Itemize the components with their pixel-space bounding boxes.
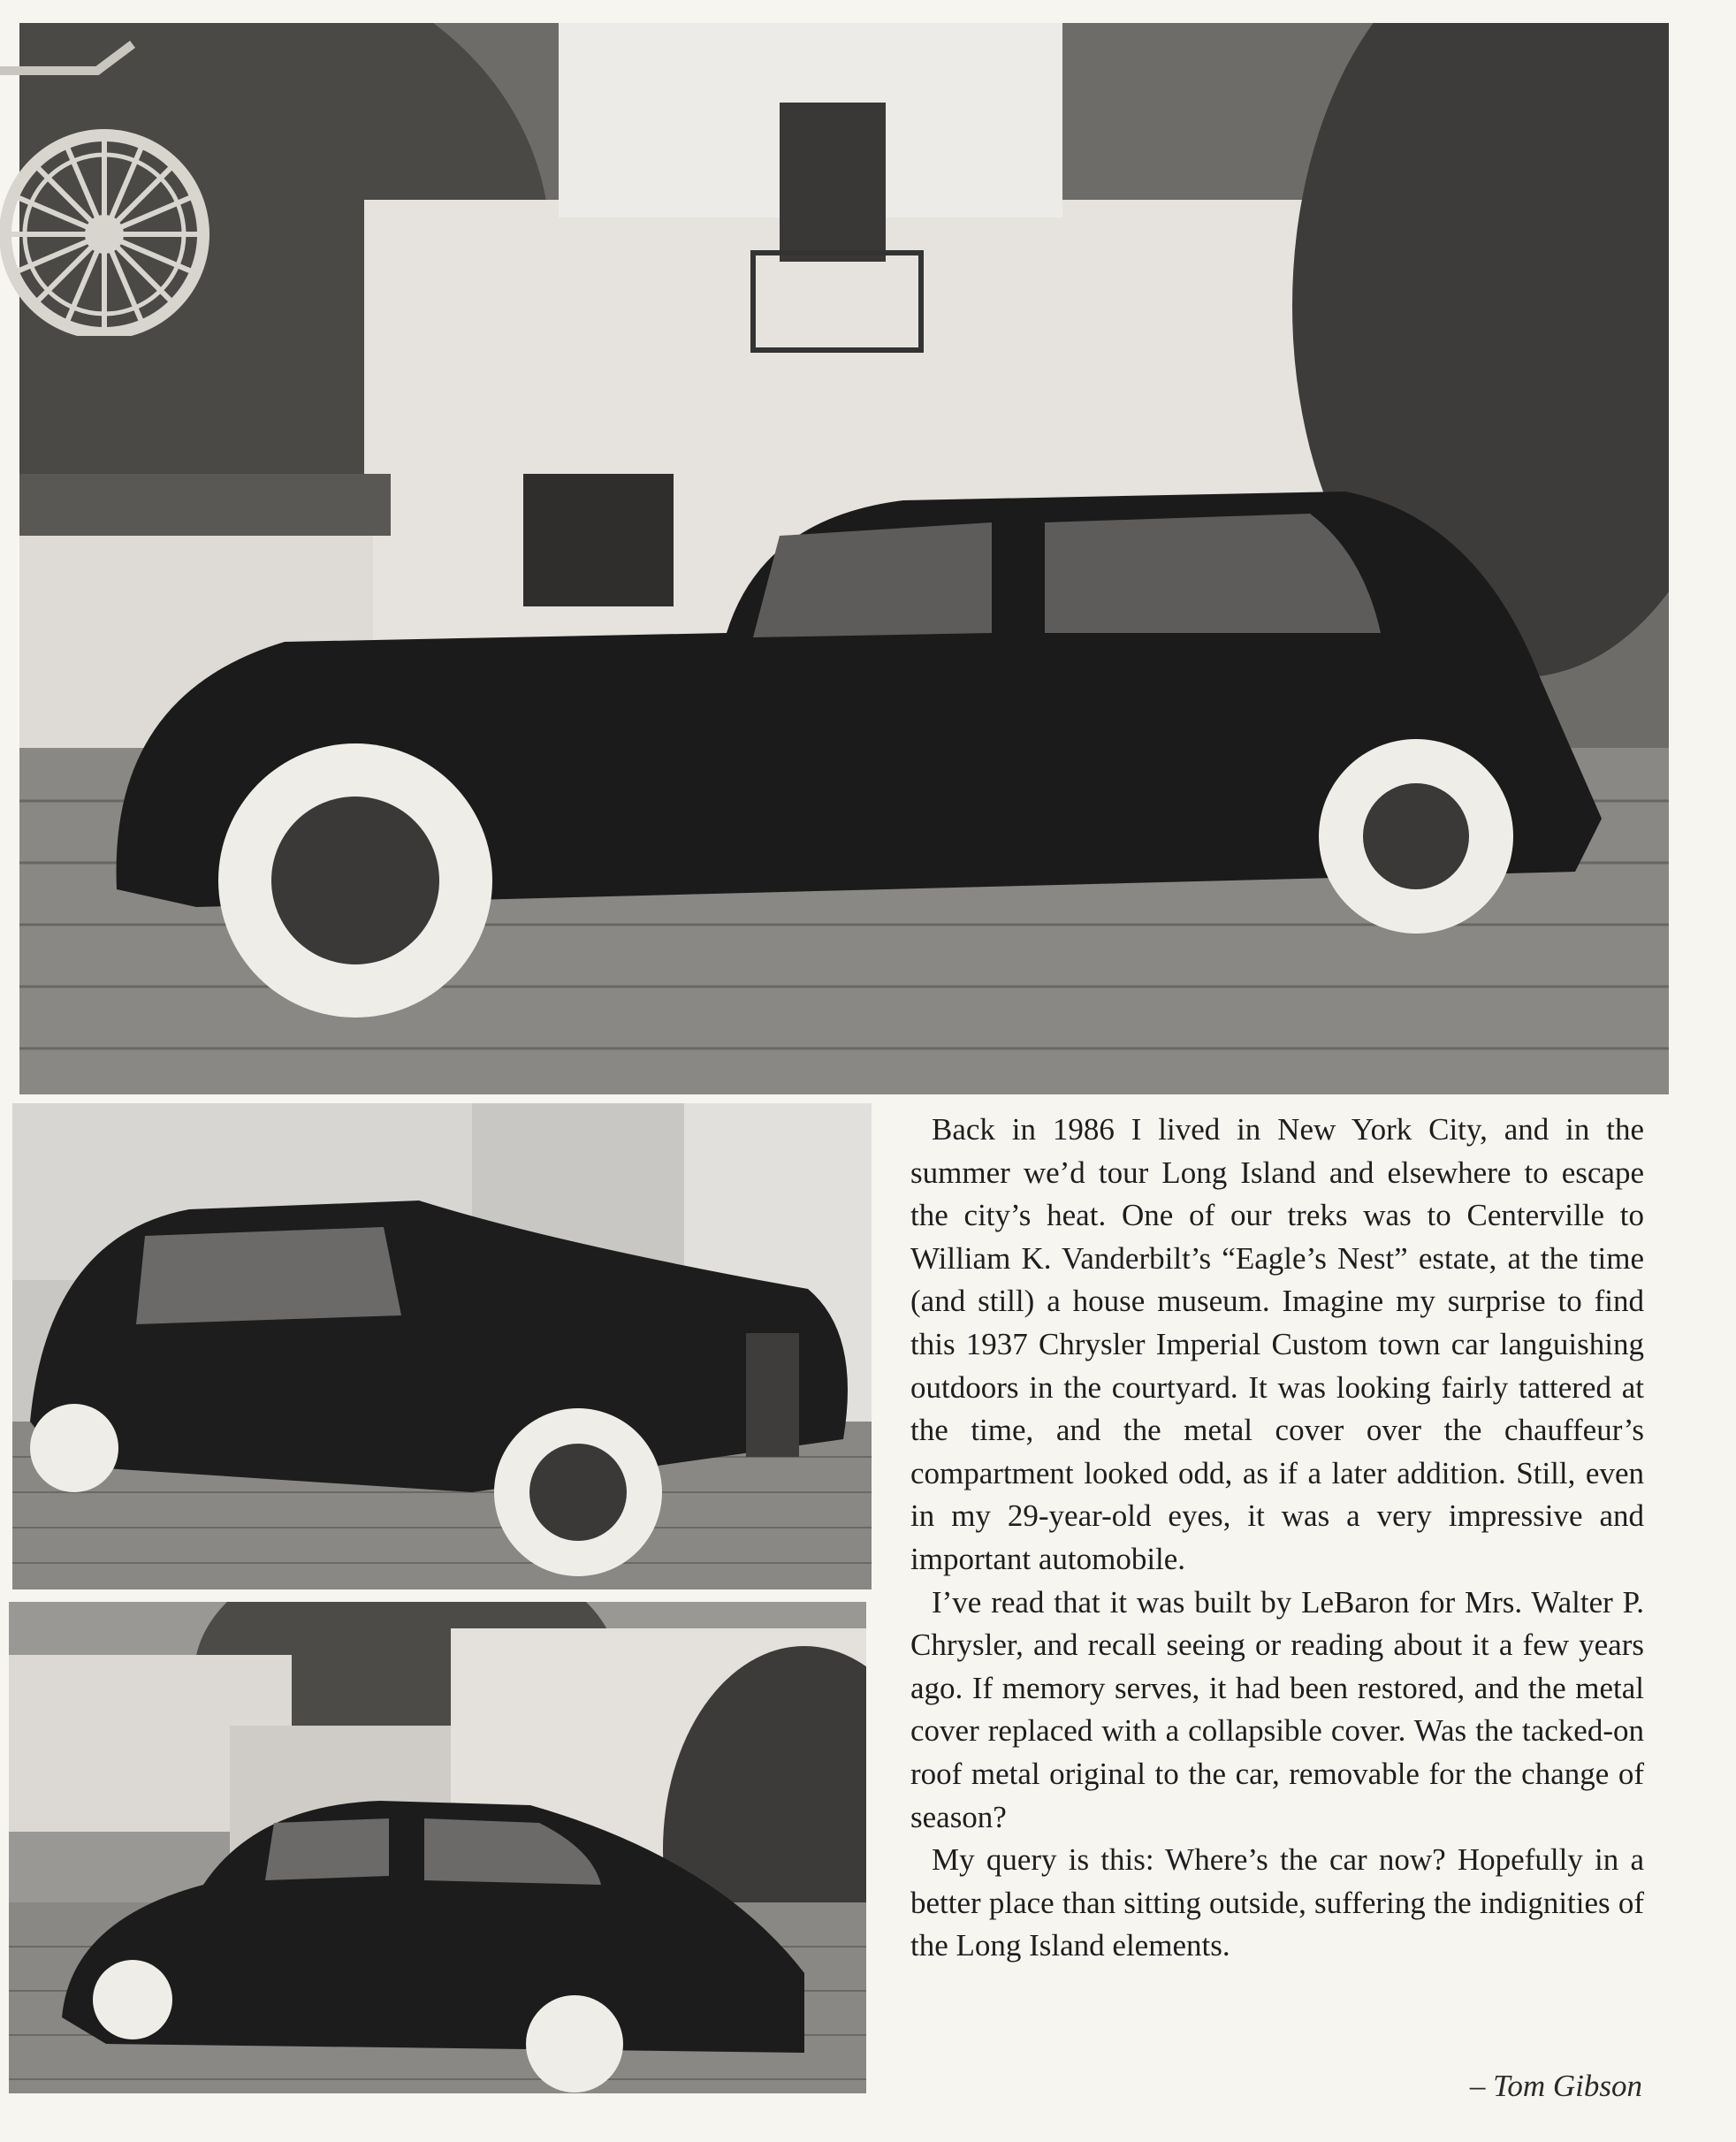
photo-car-side-view <box>19 23 1669 1094</box>
carriage-wheel-icon <box>0 35 221 336</box>
article-body <box>910 1109 1644 1968</box>
photo-car-rear-view <box>9 1602 866 2093</box>
author-signature: – Tom Gibson <box>1469 2069 1642 2103</box>
article-paragraph: I’ve read that it was built by LeBaron for Mrs. Walter P. Chrysler, and recall seeing or reading about it a few years ago. If memory serves, it had been restored, and the metal cover replaced with a collapsible cover. Was the tacked-on roof metal original to the car, removable for the change of season? <box>910 1584 1644 1834</box>
article-paragraph: Back in 1986 I lived in New York City, and in the summer we’d tour Long Island and elsewhere to escape the city’s heat. One of our treks was to Centerville to William K. Vanderbilt’s “Eagle’s Nest” estate, at the time (and still) a house museum. Imagine my surprise to find this 1937 Chrysler Imperial Custom town car languishing outdoors in the courtyard. It was looking fairly tattered at the time, and the metal cover over the chauffeur’s compartment looked odd, as if a later addition. Still, even in my 29-year-old eyes, it was a very impressive and important automobile. <box>910 1112 1644 1576</box>
article-paragraph: My query is this: Where’s the car now? Hopefully in a better place than sitting outside, suffering the indignities of the Long Island elements. <box>910 1842 1644 1963</box>
photo-car-front-view <box>12 1103 872 1589</box>
